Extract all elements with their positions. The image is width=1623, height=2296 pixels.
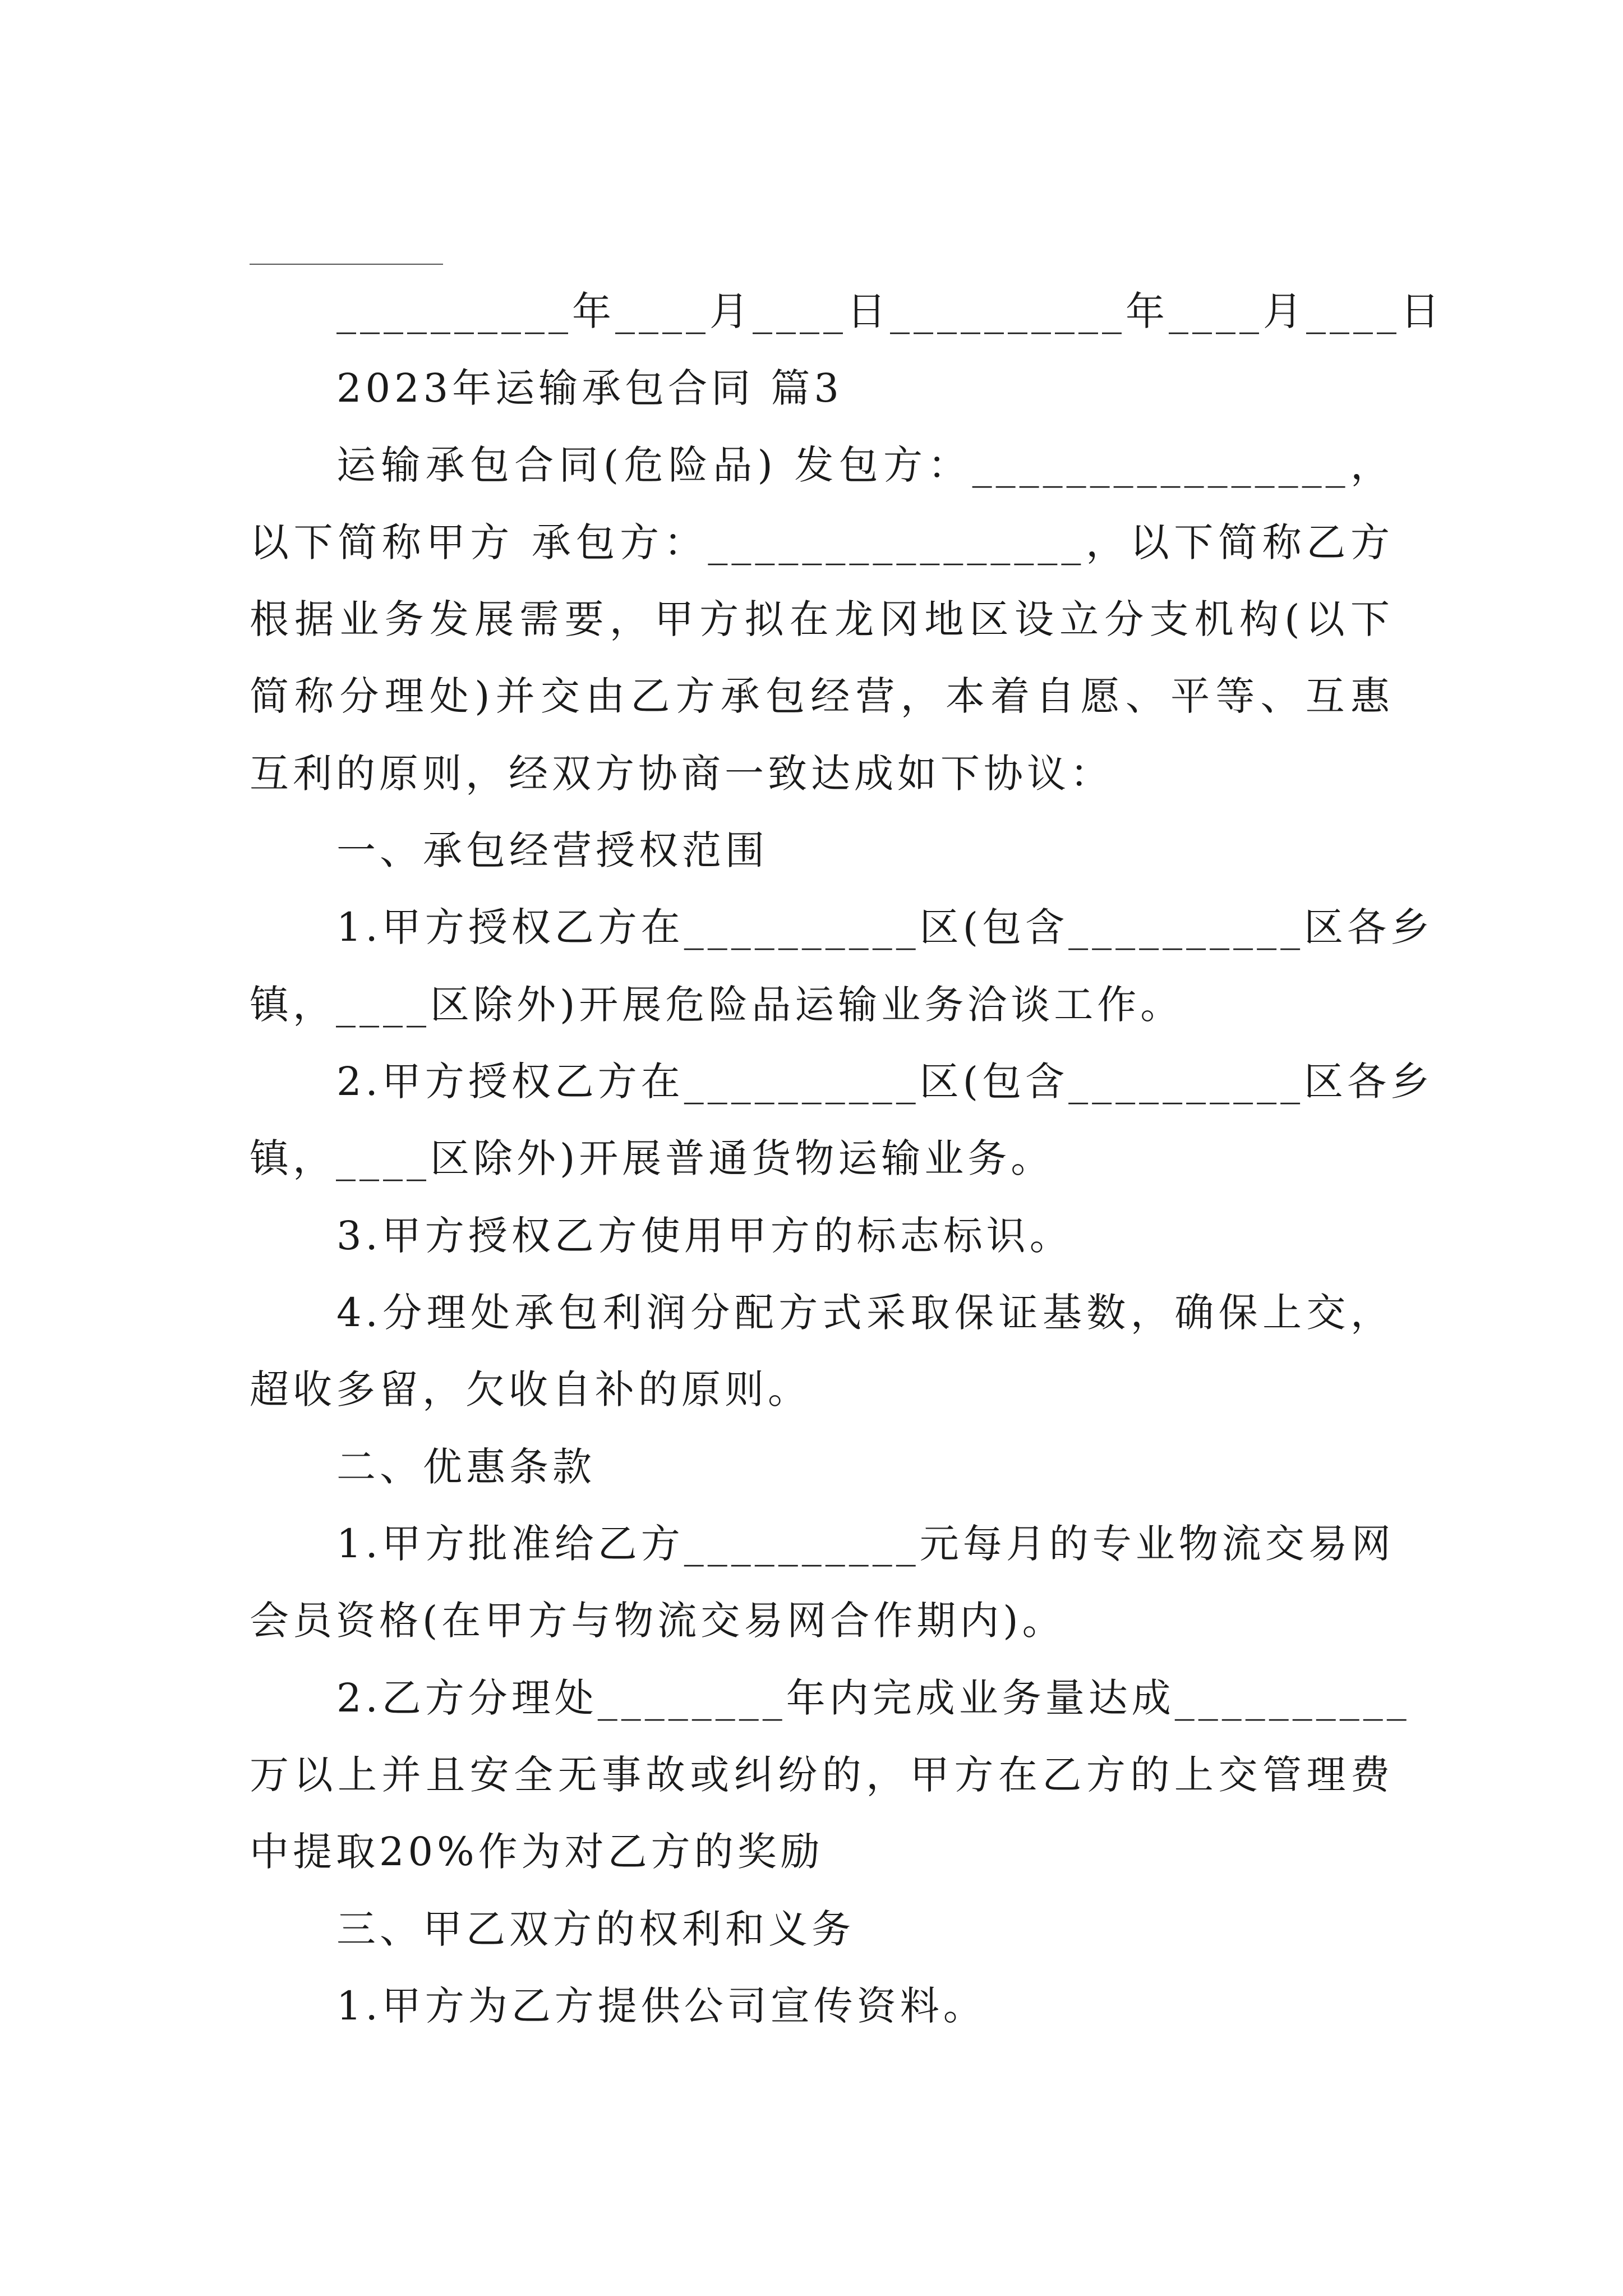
clause-item: 3.甲方授权乙方使用甲方的标志标识。 bbox=[336, 1213, 1073, 1259]
clause-item: 2.乙方分理处________年内完成业务量达成__________ bbox=[336, 1675, 1410, 1721]
clause-heading: 二、优惠条款 bbox=[336, 1444, 596, 1490]
paragraph-line: 以下简称甲方 承包方：________________，以下简称乙方 bbox=[250, 519, 1394, 565]
clause-item: 超收多留，欠收自补的原则。 bbox=[250, 1366, 811, 1412]
section-heading: 2023年运输承包合同 篇3 bbox=[336, 365, 843, 411]
clause-item: 4.分理处承包利润分配方式采取保证基数，确保上交， bbox=[336, 1290, 1394, 1336]
clause-heading: 三、甲乙双方的权利和义务 bbox=[336, 1906, 855, 1952]
clause-heading: 一、承包经营授权范围 bbox=[336, 827, 768, 873]
clause-item: 会员资格(在甲方与物流交易网合作期内)。 bbox=[250, 1598, 1066, 1644]
clause-item: 1.甲方批准给乙方__________元每月的专业物流交易网 bbox=[336, 1521, 1395, 1567]
clause-item: 1.甲方为乙方提供公司宣传资料。 bbox=[336, 1983, 986, 2029]
clause-item: 万以上并且安全无事故或纠纷的，甲方在乙方的上交管理费 bbox=[250, 1752, 1394, 1798]
clause-item: 镇，____区除外)开展危险品运输业务洽谈工作。 bbox=[250, 982, 1184, 1028]
clause-item: 中提取20%作为对乙方的奖励 bbox=[250, 1829, 824, 1875]
clause-item: 2.甲方授权乙方在__________区(包含__________区各乡 bbox=[336, 1059, 1434, 1105]
paragraph-line: 简称分理处)并交由乙方承包经营，本着自愿、平等、互惠 bbox=[250, 673, 1394, 719]
clause-item: 1.甲方授权乙方在__________区(包含__________区各乡 bbox=[336, 904, 1434, 950]
paragraph-line: 运输承包合同(危险品) 发包方：________________， bbox=[336, 442, 1394, 488]
clause-item: 镇，____区除外)开展普通货物运输业务。 bbox=[250, 1135, 1054, 1181]
paragraph-line: 互利的原则，经双方协商一致达成如下协议： bbox=[250, 751, 1113, 797]
date-line: __________年____月____日__________年____月____日 bbox=[336, 288, 1444, 334]
paragraph-line: 根据业务发展需要，甲方拟在龙冈地区设立分支机构(以下 bbox=[250, 596, 1394, 642]
signature-rule bbox=[250, 264, 443, 265]
